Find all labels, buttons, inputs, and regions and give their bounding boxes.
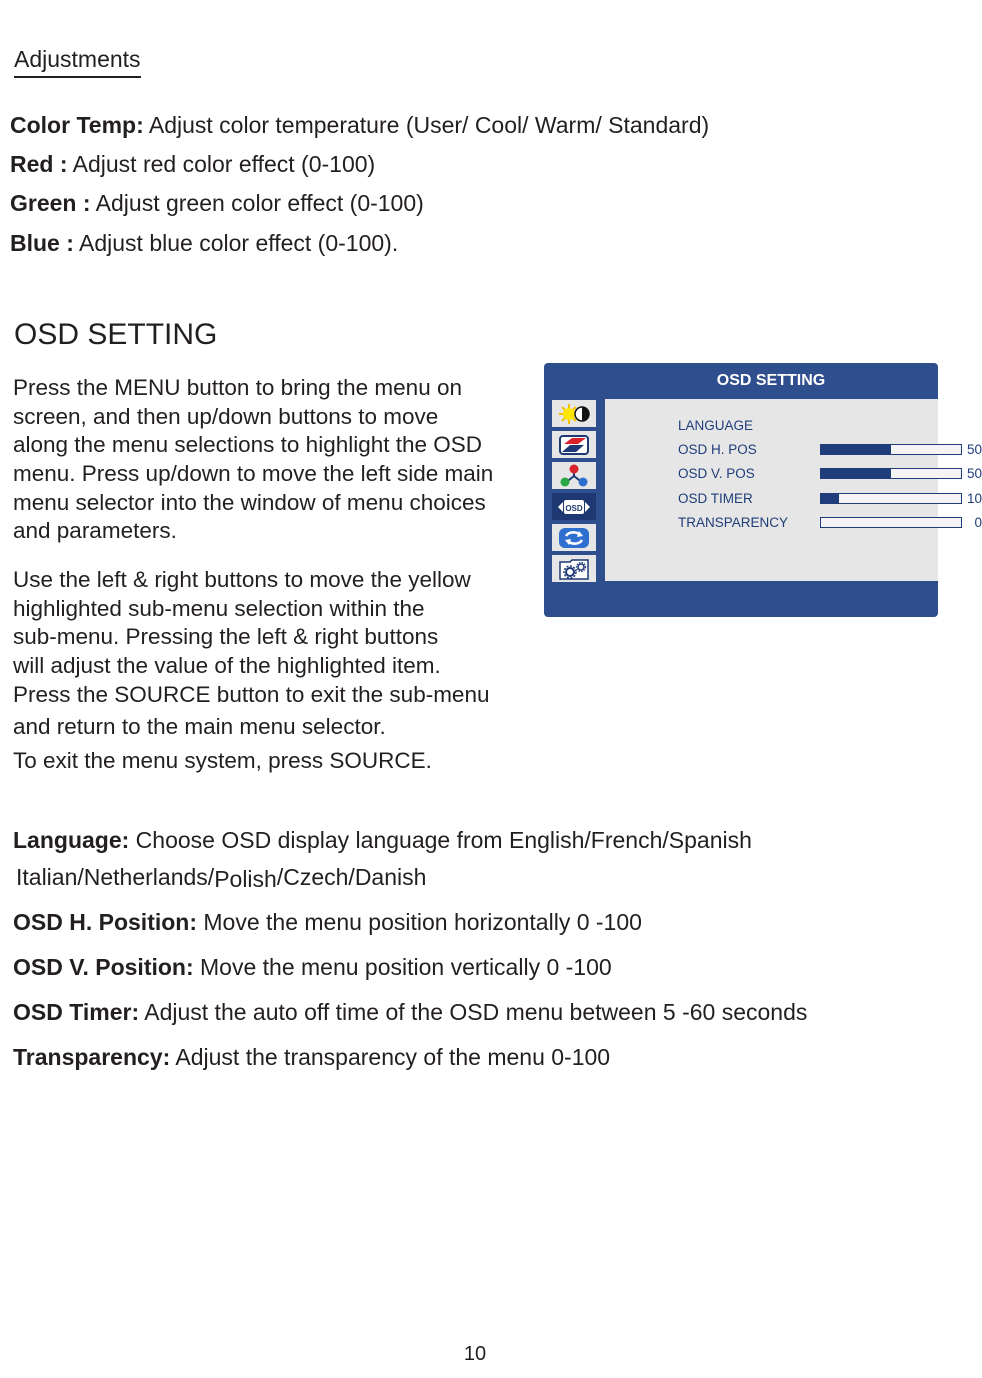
language-definition — [13, 827, 752, 854]
osd-paragraph-2 — [13, 566, 489, 776]
osd-v-position-definition — [13, 954, 612, 981]
language-item[interactable]: LANGUAGE — [678, 418, 754, 433]
osd-timer-definition — [13, 999, 807, 1026]
color-temp-label: Color Temp: — [10, 112, 144, 138]
osd-h-position-label: OSD H. Position: — [13, 909, 197, 935]
paragraph-line: highlighted sub-menu selection within the — [13, 595, 425, 621]
osd-timer-value: 10 — [966, 491, 982, 506]
paragraph-line: Use the left & right buttons to move the yellow — [13, 567, 471, 592]
osd-icon[interactable] — [552, 493, 596, 520]
green-line — [10, 190, 424, 217]
red-line — [10, 151, 375, 178]
osd-h-position-text: Move the menu position horizontally 0 -100 — [203, 909, 642, 935]
osd-timer-bar[interactable] — [820, 493, 962, 504]
paragraph-line: To exit the menu system, press SOURCE. — [13, 748, 432, 774]
osd-menu-title: OSD SETTING — [716, 372, 826, 389]
adjustments-heading: Adjustments — [14, 46, 141, 78]
transparency-definition — [13, 1044, 610, 1071]
blue-text: Adjust blue color effect (0-100). — [79, 230, 399, 256]
green-label: Green : — [10, 190, 91, 216]
osd-v-pos-value: 50 — [966, 466, 982, 481]
image-adjust-icon[interactable] — [552, 431, 596, 458]
osd-setting-heading: OSD SETTING — [14, 318, 218, 351]
language-def-label: Language: — [13, 827, 130, 853]
osd-timer-fill — [821, 494, 839, 503]
osd-menu-illustration — [544, 363, 982, 617]
color-temp-text: Adjust color temperature (User/ Cool/ Warm/ Standard) — [148, 112, 710, 138]
blue-label: Blue : — [10, 230, 74, 256]
osd-icon-text: OSD — [565, 503, 583, 513]
paragraph-line: and parameters. — [13, 518, 177, 544]
osd-v-pos-bar[interactable] — [820, 468, 962, 479]
brightness-contrast-icon[interactable] — [552, 400, 596, 427]
transparency-value: 0 — [974, 515, 982, 530]
osd-h-pos-item[interactable]: OSD H. POS — [678, 442, 757, 457]
language-def-text-2c: /Czech/Danish — [276, 864, 427, 890]
blue-line — [10, 230, 398, 257]
language-def-text-2b: Polish — [214, 866, 277, 892]
osd-h-pos-value: 50 — [966, 442, 982, 457]
osd-timer-label: OSD Timer: — [13, 999, 140, 1025]
osd-timer-item[interactable]: OSD TIMER — [678, 491, 753, 506]
transparency-bar[interactable] — [820, 517, 962, 528]
paragraph-line: Press the SOURCE button to exit the sub-menu — [13, 681, 490, 707]
red-label: Red : — [10, 151, 68, 177]
color-icon[interactable] — [552, 462, 596, 489]
paragraph-line: menu. Press up/down to move the left side main — [13, 461, 494, 487]
language-definition-line2 — [16, 864, 426, 891]
red-text: Adjust red color effect (0-100) — [72, 151, 376, 177]
language-def-text: Choose OSD display language from English/French/Spanish — [135, 827, 752, 853]
green-text: Adjust green color effect (0-100) — [95, 190, 424, 216]
osd-v-pos-item[interactable]: OSD V. POS — [678, 466, 755, 481]
paragraph-line: Press the MENU button to bring the menu on — [13, 375, 462, 400]
paragraph-line: menu selector into the window of menu choices — [13, 489, 486, 515]
paragraph-line: will adjust the value of the highlighted item. — [13, 653, 441, 679]
page-number: 10 — [463, 1343, 487, 1365]
osd-timer-text: Adjust the auto off time of the OSD menu between 5 -60 seconds — [144, 999, 808, 1025]
osd-h-position-definition — [13, 909, 642, 936]
osd-content-panel — [605, 399, 982, 581]
paragraph-line: sub-menu. Pressing the left & right buttons — [13, 624, 439, 650]
osd-h-pos-fill — [821, 445, 891, 454]
osd-v-position-label: OSD V. Position: — [13, 954, 194, 980]
osd-v-pos-fill — [821, 469, 891, 478]
osd-v-position-text: Move the menu position vertically 0 -100 — [200, 954, 612, 980]
osd-paragraph-1 — [13, 374, 493, 546]
reset-icon[interactable] — [552, 524, 596, 551]
paragraph-line: and return to the main menu selector. — [13, 714, 386, 740]
transparency-item[interactable]: TRANSPARENCY — [678, 515, 789, 530]
paragraph-line: along the menu selections to highlight the OSD — [13, 432, 483, 458]
osd-h-pos-bar[interactable] — [820, 444, 962, 455]
paragraph-line: screen, and then up/down buttons to move — [13, 403, 439, 429]
transparency-label: Transparency: — [13, 1044, 171, 1070]
color-temp-line — [10, 112, 709, 139]
language-def-text-2a: Italian/Netherlands/ — [16, 864, 215, 890]
transparency-text: Adjust the transparency of the menu 0-100 — [175, 1044, 611, 1070]
settings-icon[interactable] — [552, 555, 596, 582]
